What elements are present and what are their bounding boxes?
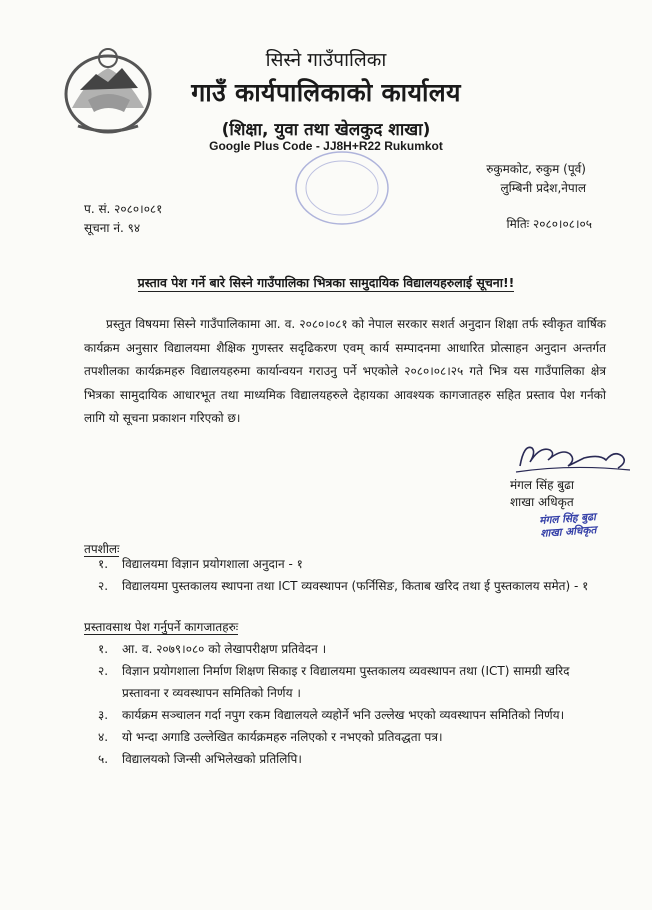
list-item: [98, 704, 608, 726]
item-text: विद्यालयमा पुस्तकालय स्थापना तथा ICT व्यवस्थापन (फर्निसिङ, किताब खरिद तथा ई पुस्तकालय समेत) - १: [122, 579, 589, 593]
documents-heading-text: प्रस्तावसाथ पेश गर्नुपर्ने कागजातहरुः: [84, 620, 239, 634]
address-line-1: रुकुमकोट, रुकुम (पूर्व): [486, 162, 586, 176]
list-item: [98, 575, 608, 597]
section-name: (शिक्षा, युवा तथा खेलकुद शाखा): [221, 120, 431, 140]
documents-heading: [84, 618, 238, 635]
subject-line: [0, 274, 652, 291]
item-text: आ. व. २०७९।०८० को लेखापरीक्षण प्रतिवेदन ।: [122, 642, 327, 656]
list-item: [98, 553, 608, 575]
address-line-2: लुम्बिनी प्रदेश,नेपाल: [500, 181, 586, 195]
documents-list: [98, 638, 608, 770]
stamp-title: शाखा अधिकृत: [540, 524, 597, 540]
item-number: १.: [98, 642, 109, 656]
details-list: [98, 553, 608, 597]
item-number: ३.: [98, 708, 109, 722]
item-text: विज्ञान प्रयोगशाला निर्माण शिक्षण सिकाइ र विद्यालयमा पुस्तकालय व्यवस्थापन तथा (ICT) सामग्री खरिद प्रस्तावना र व्यवस्थापन समितिको निर्णय ।: [122, 664, 570, 700]
list-item: [98, 660, 608, 704]
item-text: विद्यालयको जिन्सी अभिलेखको प्रतिलिपि।: [122, 752, 302, 766]
item-number: २.: [98, 579, 109, 593]
list-item: [98, 726, 608, 748]
item-number: १.: [98, 557, 109, 571]
office-name: गाउँ कार्यपालिकाको कार्यालय: [191, 78, 461, 107]
item-number: ५.: [98, 752, 109, 766]
signatory-title: शाखा अधिकृत: [510, 495, 574, 509]
item-text: कार्यक्रम सञ्चालन गर्दा नपुग रकम विद्यालयले व्यहोर्ने भनि उल्लेख भएको व्यवस्थापन समितिको निर्णय।: [122, 708, 565, 722]
handwritten-signature: [510, 436, 635, 481]
item-number: ४.: [98, 730, 109, 744]
plus-code: Google Plus Code - JJ8H+R22 Rukumkot: [209, 139, 443, 153]
signatory-name: मंगल सिंह बुढा: [510, 478, 575, 492]
list-item: [98, 748, 608, 770]
notice-date: मितिः २०८०।०८।०५: [506, 217, 592, 231]
municipality-name: सिस्ने गाउँपालिका: [265, 49, 387, 71]
notice-number: सूचना नं. ९४: [84, 221, 141, 235]
body-paragraph: प्रस्तुत विषयमा सिस्ने गाउँपालिकामा आ. व. २०८०।०८१ को नेपाल सरकार सशर्त अनुदान शिक्षा तर्फ स्वीकृत वार्षिक कार्यक्रम अनुसार विद्यालयमा शैक्षिक गुणस्तर सदृढिकरण एवम् कार्य सम्पादनमा आधारित प्रोत्साहन अनुदान अन्तर्गत तपशीलका कार्यक्रमहरु विद्यालयहरुमा कार्यान्वयन गराउनु पर्ने भएकोले २०८०।०८।२५ गते भित्र यस गाउँपालिका क्षेत्र भित्रका सामुदायिक आधारभूत तथा माध्यमिक विद्यालयहरुले देहायका आवश्यक कागजातहरु सहित प्रस्ताव पेश गर्नको लागि यो सूचना प्रकाशन गरिएको छ।: [84, 317, 606, 425]
fiscal-year: प. सं. २०८०।०८१: [84, 202, 163, 216]
item-text: यो भन्दा अगाडि उल्लेखित कार्यक्रमहरु नलिएको र नभएको प्रतिवद्धता पत्र।: [122, 730, 443, 744]
subject-text: प्रस्ताव पेश गर्ने बारे सिस्ने गाउँपालिका भित्रका सामुदायिक विद्यालयहरुलाई सूचना!!: [137, 275, 515, 290]
details-heading-text: तपशीलः: [84, 542, 120, 556]
office-stamp: [292, 148, 392, 228]
signatory-stamp: [512, 509, 624, 543]
item-text: विद्यालयमा विज्ञान प्रयोगशाला अनुदान - १: [122, 557, 303, 571]
item-number: २.: [98, 664, 109, 678]
stamp-name: मंगल सिंह बुढा: [538, 511, 597, 527]
list-item: [98, 638, 608, 660]
